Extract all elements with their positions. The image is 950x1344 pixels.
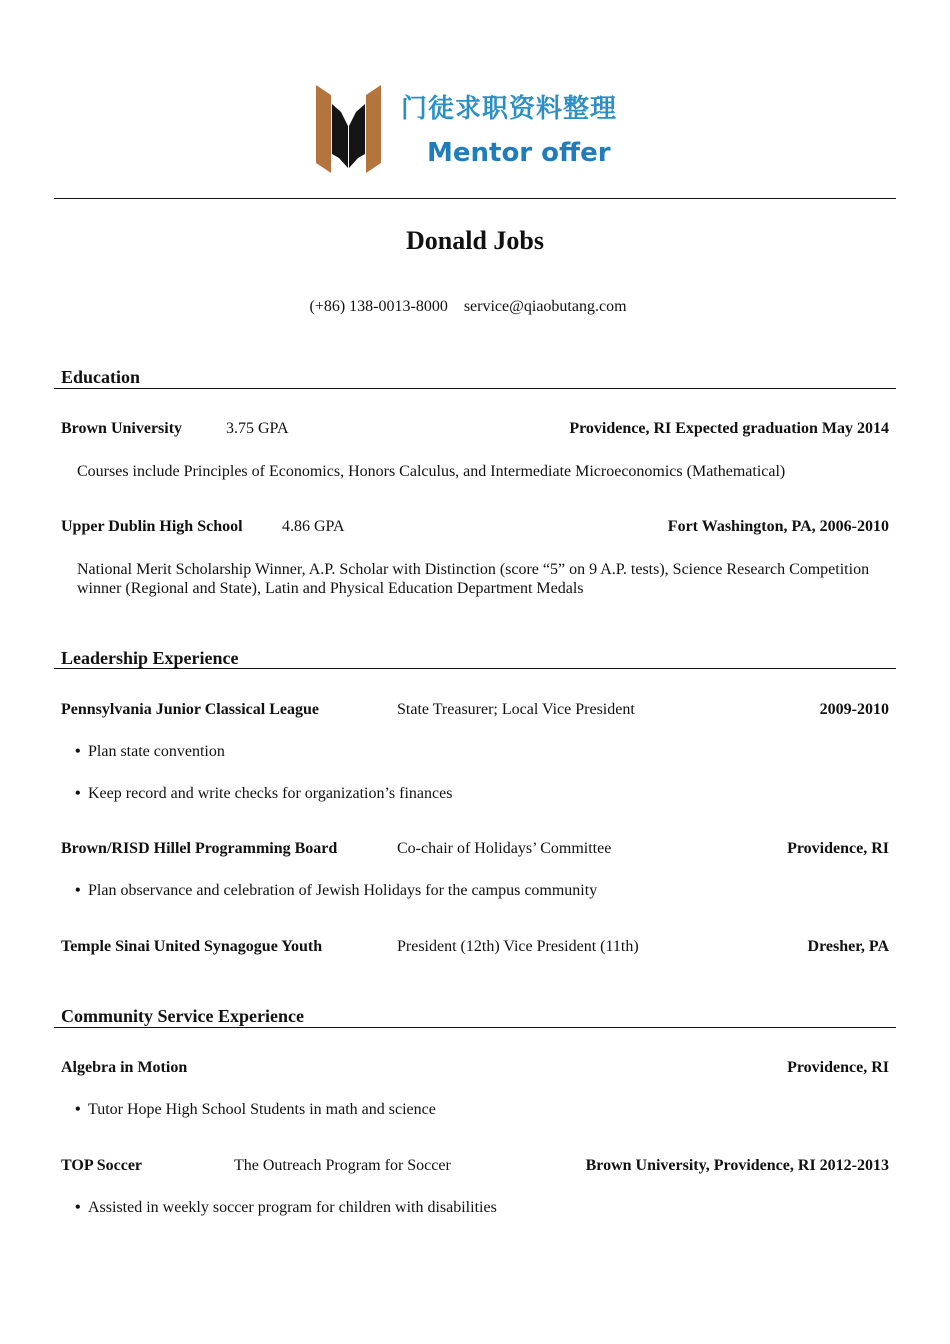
phone-number: (+86) 138-0013-8000 xyxy=(309,298,448,315)
leadership-entry-pjcl xyxy=(61,701,889,721)
school-name: Upper Dublin High School xyxy=(61,518,243,535)
section-divider-community xyxy=(54,1027,896,1028)
entry-location: Dresher, PA xyxy=(807,938,889,955)
bullet-icon: • xyxy=(75,743,81,760)
email-address: service@qiaobutang.com xyxy=(463,298,627,315)
leadership-entry-temple xyxy=(61,938,889,958)
role-title: Co-chair of Holidays’ Committee xyxy=(397,840,612,857)
school-gpa: 3.75 GPA xyxy=(226,420,289,437)
leadership-entry-hillel xyxy=(61,840,889,860)
candidate-name: Donald Jobs xyxy=(406,226,544,255)
community-entry-algebra xyxy=(61,1059,889,1079)
school-location-date: Providence, RI Expected graduation May 2014 xyxy=(569,420,889,437)
contact-line xyxy=(0,298,936,316)
school-gpa: 4.86 GPA xyxy=(282,518,345,535)
header-divider xyxy=(54,198,896,199)
education-entry-brown xyxy=(61,420,889,440)
role-title: The Outreach Program for Soccer xyxy=(234,1157,451,1174)
section-title-leadership: Leadership Experience xyxy=(61,648,239,668)
bullet-icon: • xyxy=(75,1199,81,1216)
mentor-offer-logo xyxy=(314,82,644,176)
organization-name: Pennsylvania Junior Classical League xyxy=(61,701,319,718)
school-location-date: Fort Washington, PA, 2006-2010 xyxy=(667,518,889,535)
section-title-education: Education xyxy=(61,367,141,387)
list-item: • Keep record and write checks for organization’s finances xyxy=(75,785,453,802)
list-item: • Plan observance and celebration of Jewish Holidays for the campus community xyxy=(75,882,598,899)
logo-chinese-text: 门徒求职资料整理 xyxy=(401,94,618,124)
role-title: State Treasurer; Local Vice President xyxy=(397,701,635,718)
education-detail-brown: Courses include Principles of Economics, Honors Calculus, and Intermediate Microeconomics (Mathematical) xyxy=(77,463,786,480)
logo-english-text: Mentor offer xyxy=(427,138,611,168)
entry-date: 2009-2010 xyxy=(819,701,889,718)
section-divider-leadership xyxy=(54,668,896,669)
bullet-icon: • xyxy=(75,882,81,899)
organization-name: TOP Soccer xyxy=(61,1157,143,1174)
mentor-logo-icon xyxy=(314,82,384,176)
school-name: Brown University xyxy=(61,420,183,437)
education-detail-dublin: National Merit Scholarship Winner, A.P. Scholar with Distinction (score “5” on 9 A.P. tests), Science Research Competition winner (Regional and State), Latin and Physical Education Department Medals xyxy=(77,561,870,597)
organization-name: Algebra in Motion xyxy=(61,1059,188,1076)
list-item: • Assisted in weekly soccer program for children with disabilities xyxy=(75,1199,497,1216)
list-item: • Tutor Hope High School Students in math and science xyxy=(75,1101,436,1118)
organization-name: Brown/RISD Hillel Programming Board xyxy=(61,840,338,857)
list-item: • Plan state convention xyxy=(75,743,225,760)
entry-location: Providence, RI xyxy=(787,1059,889,1076)
education-entry-dublin xyxy=(61,518,889,538)
bullet-icon: • xyxy=(75,785,81,802)
community-entry-soccer xyxy=(61,1157,889,1177)
role-title: President (12th) Vice President (11th) xyxy=(397,938,639,955)
section-divider-education xyxy=(54,388,896,389)
organization-name: Temple Sinai United Synagogue Youth xyxy=(61,938,323,955)
entry-location: Providence, RI xyxy=(787,840,889,857)
bullet-icon: • xyxy=(75,1101,81,1118)
entry-location-date: Brown University, Providence, RI 2012-2013 xyxy=(585,1157,889,1174)
section-title-community: Community Service Experience xyxy=(61,1006,304,1026)
